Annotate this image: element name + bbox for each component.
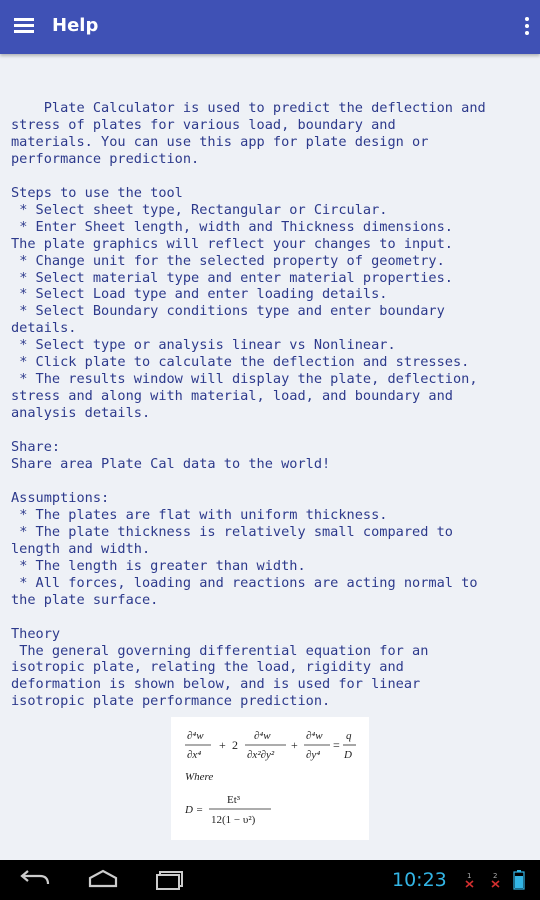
help-text: Plate Calculator is used to predict the deflection and stress of plates for various load, boundary and materials. You can use this app for plate design or performance prediction. Steps to use the tool * Select sheet type, Rectangular or Circular. * Enter Sheet length, width and Thickness dimensions. The plate graphics will reflect your changes to input. * Change unit for the selected property of geometry. * Select material type and enter material properties. * Select Load type and enter loading details. * Select Boundary conditions type and enter boundary details. * Select type or analysis linear vs Nonlinear. * Click plate to calculate the deflection and stresses. * The results window will display the plate, deflection, stress and along with material, load, and boundary and analysis details. Share: Share area Plate Cal data to the world! Assumptions: * The plates are flat with uniform thickness. * The plate thickness is relatively small compared to length and width. * The length is greater than width. * All forces, loading and reactions are acting normal to the plate surface. Theory The general governing differential equation for an isotropic plate, relating the load, rigidity and deformation is shown below, and is used for linear isotropic plate performance prediction.	[11, 100, 486, 710]
svg-text:=: =	[333, 738, 340, 752]
recent-apps-icon[interactable]	[154, 868, 188, 892]
svg-text:∂y⁴: ∂y⁴	[306, 749, 321, 761]
more-vert-icon[interactable]	[524, 17, 530, 37]
page-title: Help	[52, 15, 99, 36]
battery-icon	[513, 870, 525, 890]
system-nav-bar	[0, 860, 540, 900]
where-label: Where	[185, 771, 214, 783]
svg-text:∂x²∂y²: ∂x²∂y²	[247, 749, 275, 761]
svg-text:2: 2	[493, 872, 498, 880]
hamburger-menu-icon[interactable]	[14, 18, 34, 36]
d-lhs: D =	[185, 804, 204, 816]
svg-text:+: +	[219, 738, 226, 752]
signal-2-icon	[490, 871, 502, 889]
svg-text:∂⁴w: ∂⁴w	[306, 730, 323, 742]
plate-equation-image	[171, 717, 369, 840]
svg-text:2: 2	[232, 738, 238, 752]
svg-text:+: +	[291, 738, 298, 752]
d-denominator: 12(1 − υ²)	[211, 814, 256, 826]
d-numerator: Et³	[227, 794, 241, 806]
svg-text:∂⁴w: ∂⁴w	[187, 730, 204, 742]
svg-text:q: q	[346, 730, 352, 742]
svg-text:D: D	[344, 749, 352, 761]
signal-1-icon	[464, 871, 476, 889]
status-clock: 10:23	[392, 869, 447, 891]
svg-text:∂⁴w: ∂⁴w	[254, 730, 271, 742]
svg-text:∂x⁴: ∂x⁴	[187, 749, 202, 761]
app-bar	[0, 0, 540, 54]
svg-text:1: 1	[467, 872, 472, 880]
back-icon[interactable]	[18, 868, 52, 892]
home-icon[interactable]	[86, 868, 120, 892]
